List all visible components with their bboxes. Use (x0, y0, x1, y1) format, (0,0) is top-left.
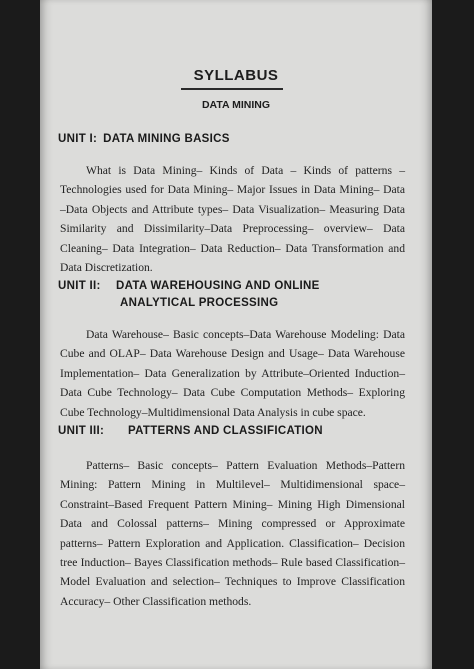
unit-2-title-cont: ANALYTICAL PROCESSING (120, 297, 279, 309)
unit-3-label: UNIT III: (58, 425, 105, 437)
unit-1-body: What is Data Mining– Kinds of Data – Kinds of patterns – Technologies used for Data Mining– Major Issues in Data Mining– Data –Data Objects and Attribute types– Data Visualization– Measuring Data Similarity and Dissimilarity–Data Preprocessing– overview– Data Cleaning– Data Integration– Data Reduction– Data Transformation and Data Discretization. (60, 164, 405, 275)
unit-3-heading (58, 423, 418, 440)
title-underline (181, 88, 283, 90)
unit-3-body: Patterns– Basic concepts– Pattern Evaluation Methods–Pattern Mining: Pattern Mining in Multilevel– Multidimensional space– Constraint–Based Frequent Pattern Mining– Mining High Dimensional Data and Colossal patterns– Mining compressed or Approximate patterns– Pattern Exploration and Application. Classification– Decision tree Induction– Bayes Classification methods– Rule based Classification–Model Evaluation and selection– Techniques to Improve Classification Accuracy– Other Classification methods. (60, 459, 405, 608)
unit-2-heading (58, 278, 418, 312)
page-title: SYLLABUS (193, 67, 279, 84)
unit-1-label: UNIT I: (58, 133, 98, 145)
unit-2-label: UNIT II: (58, 280, 101, 292)
unit-1-title: DATA MINING BASICS (103, 133, 230, 145)
unit-2-body: Data Warehouse– Basic concepts–Data Warehouse Modeling: Data Cube and OLAP– Data Warehouse Design and Usage– Data Warehouse Implementation– Data Generalization by Attribute–Oriented Induction– Data Cube Technology– Data Cube Computation Methods– Exploring Cube Technology–Multidimensional Data Analysis in cube space. (60, 328, 405, 419)
unit-3-title: PATTERNS AND CLASSIFICATION (128, 425, 323, 437)
document-page (40, 0, 432, 669)
page-subtitle: DATA MINING (201, 99, 271, 111)
unit-2-title: DATA WAREHOUSING AND ONLINE (116, 280, 320, 292)
unit-1-heading (58, 131, 418, 148)
